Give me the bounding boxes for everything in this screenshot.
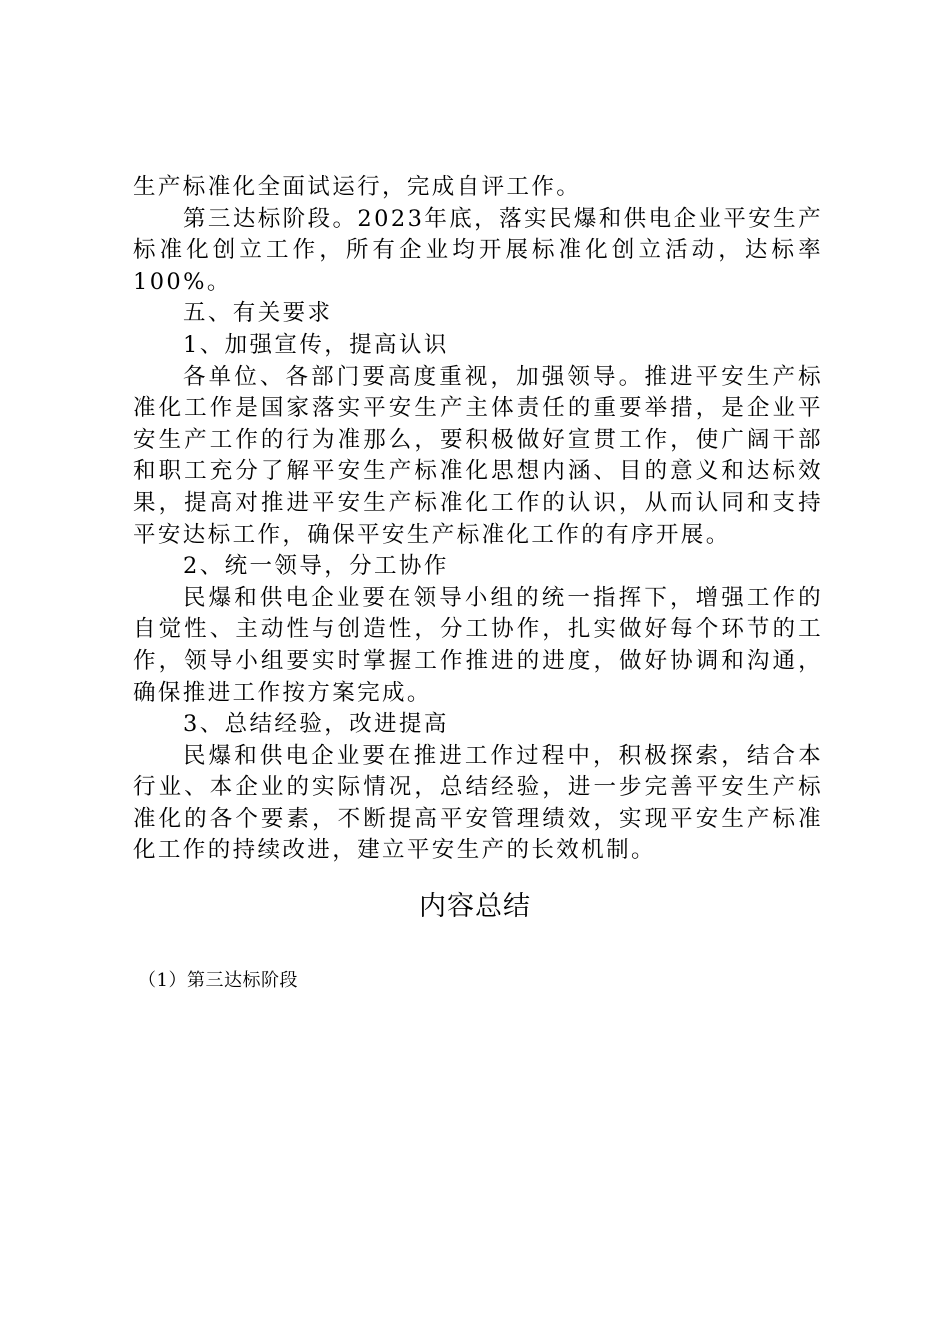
paragraph: 第三达标阶段。2023年底，落实民爆和供电企业平安生产标准化创立工作，所有企业均开展标准化创立活动，达标率100%。 (133, 205, 823, 295)
subsection-heading: 2、统一领导，分工协作 (183, 553, 449, 580)
document-body (133, 172, 823, 867)
paragraph: 民爆和供电企业要在领导小组的统一指挥下，增强工作的自觉性、主动性与创造性，分工协作，扎实做好每个环节的工作，领导小组要实时掌握工作推进的进度，做好协调和沟通，确保推进工作按方案完成。 (133, 584, 823, 706)
paragraph: 生产标准化全面试运行，完成自评工作。 (133, 174, 582, 200)
summary-title: 内容总结 (419, 891, 531, 922)
paragraph: 民爆和供电企业要在推进工作过程中，积极探索，结合本行业、本企业的实际情况，总结经验，进一步完善平安生产标准化的各个要素，不断提高平安管理绩效，实现平安生产标准化工作的持续改进，建立平安生产的长效机制。 (133, 742, 823, 864)
paragraph: 各单位、各部门要高度重视，加强领导。推进平安生产标准化工作是国家落实平安生产主体责任的重要举措，是企业平安生产工作的行为准那么，要积极做好宣贯工作，使广阔干部和职工充分了解平安生产标准化思想内涵、目的意义和达标效果，提高对推进平安生产标准化工作的认识，从而认同和支持平安达标工作，确保平安生产标准化工作的有序开展。 (133, 363, 823, 548)
subsection-heading: 3、总结经验，改进提高 (183, 711, 449, 738)
summary-item: （1）第三达标阶段 (138, 970, 298, 991)
section-heading: 五、有关要求 (183, 300, 333, 327)
subsection-heading: 1、加强宣传，提高认识 (183, 331, 449, 358)
